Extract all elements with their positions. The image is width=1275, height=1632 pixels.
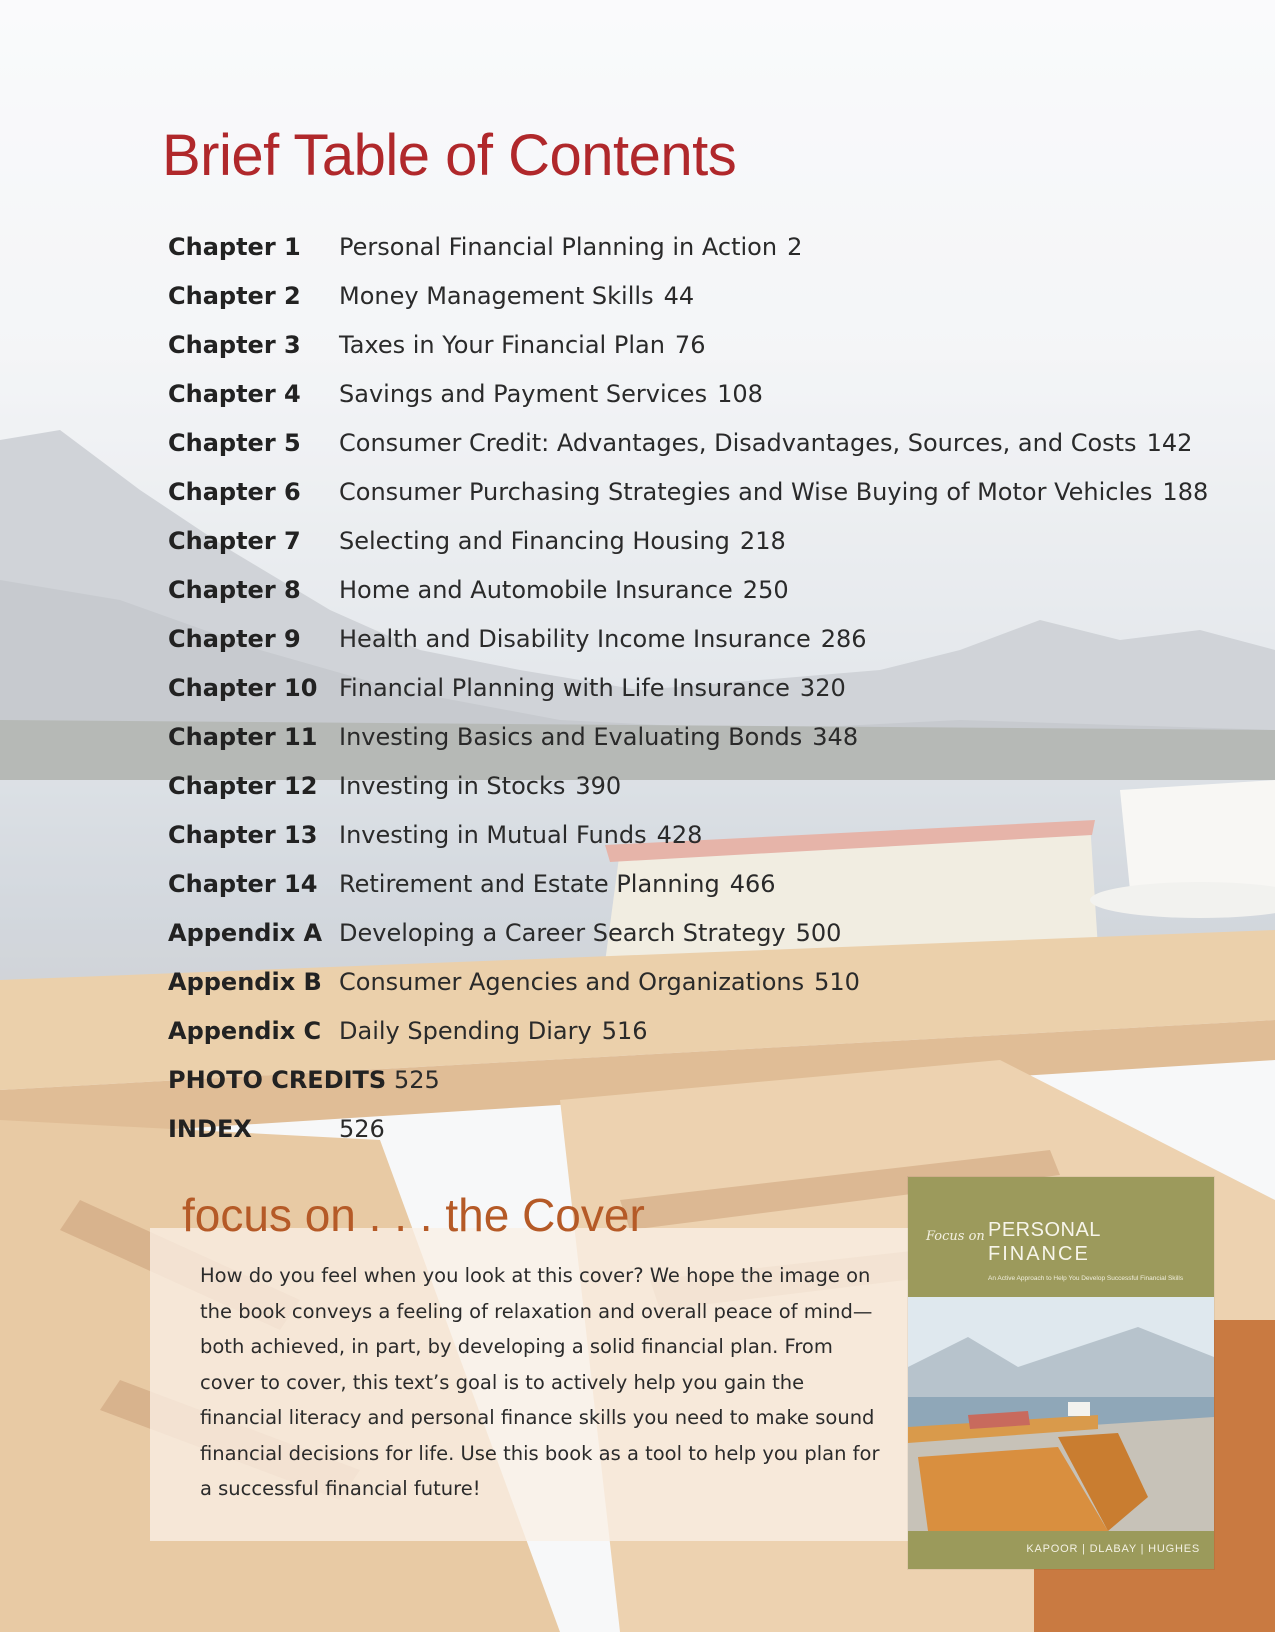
toc-label: Chapter 5 [168, 429, 301, 457]
toc-entry [339, 429, 1192, 457]
toc-page-number: 428 [656, 821, 703, 849]
toc-entry [339, 772, 621, 800]
toc-row [168, 274, 1268, 323]
cover-photo [908, 1297, 1214, 1531]
toc-label: Chapter 3 [168, 331, 301, 359]
toc-page-number: 526 [339, 1115, 385, 1143]
toc-page-number: 108 [717, 380, 763, 408]
toc-row [168, 1058, 1268, 1107]
toc-label: Appendix A [168, 919, 323, 947]
toc-title-text: Selecting and Financing Housing [339, 527, 730, 555]
toc-row [168, 470, 1268, 519]
toc-row [168, 960, 1268, 1009]
toc-row [168, 715, 1268, 764]
toc-title-text: Financial Planning with Life Insurance [339, 674, 790, 702]
toc-row [168, 617, 1268, 666]
toc-page-number: 44 [663, 282, 695, 310]
cover-focus-on: Focus on [926, 1229, 985, 1244]
toc-page-number: 76 [674, 331, 706, 359]
toc-label: Chapter 13 [168, 821, 318, 849]
toc-entry [339, 919, 841, 947]
toc-page-number: 348 [812, 723, 859, 751]
toc-label: Chapter 10 [168, 674, 318, 702]
toc-label: Appendix B [168, 968, 322, 996]
cover-authors: KAPOOR | DLABAY | HUGHES [1026, 1543, 1200, 1555]
cover-subtitle: An Active Approach to Help You Develop Successful Financial Skills [988, 1275, 1184, 1282]
toc-title-text: Daily Spending Diary [339, 1017, 592, 1045]
toc-row [168, 519, 1268, 568]
toc-title-text: Investing in Stocks [339, 772, 566, 800]
toc-label: Chapter 6 [168, 478, 301, 506]
toc-title-text: Taxes in Your Financial Plan [339, 331, 665, 359]
toc-entry [339, 576, 789, 604]
toc-label: Chapter 1 [168, 233, 301, 261]
toc-row [168, 862, 1268, 911]
toc-entry [339, 1017, 648, 1045]
toc-title-text: Savings and Payment Services [339, 380, 708, 408]
toc-title-text: Retirement and Estate Planning [339, 870, 720, 898]
toc-entry [339, 723, 858, 751]
toc-title-text: Home and Automobile Insurance [339, 576, 733, 604]
toc-page-number: 142 [1146, 429, 1193, 457]
toc-row [168, 323, 1268, 372]
toc-row [168, 1009, 1268, 1058]
toc-entry [339, 625, 867, 653]
toc-label: INDEX [168, 1115, 252, 1143]
toc-entry [339, 1115, 385, 1143]
toc-title-text: Money Management Skills [339, 282, 654, 310]
cover-header [908, 1177, 1214, 1297]
toc-label: Chapter 14 [168, 870, 318, 898]
cover-title-finance: FINANCE [988, 1243, 1090, 1265]
toc-page-number: 525 [394, 1066, 440, 1094]
toc-page-number: 2 [787, 233, 803, 261]
toc-page-number: 320 [799, 674, 846, 702]
toc-entry [339, 380, 763, 408]
toc-page-number: 286 [820, 625, 867, 653]
toc-row [168, 1107, 1268, 1156]
toc-label: Chapter 2 [168, 282, 301, 310]
toc-page-number: 390 [575, 772, 622, 800]
toc-title-text: Consumer Purchasing Strategies and Wise Buying of Motor Vehicles [339, 478, 1153, 506]
toc-title-text: Consumer Agencies and Organizations [339, 968, 805, 996]
toc-page-number: 218 [739, 527, 786, 555]
toc-label: Chapter 12 [168, 772, 318, 800]
book-cover-image [908, 1177, 1214, 1569]
toc-label: Chapter 11 [168, 723, 318, 751]
toc-label: Chapter 9 [168, 625, 301, 653]
toc-title-text: Personal Financial Planning in Action [339, 233, 778, 261]
toc-entry [339, 674, 846, 702]
toc-page-number: 466 [729, 870, 776, 898]
toc-row [168, 372, 1268, 421]
toc-entry [339, 870, 776, 898]
toc-entry [339, 527, 786, 555]
toc-entry [339, 233, 802, 261]
toc-label: PHOTO CREDITS [168, 1066, 387, 1094]
toc-row [168, 911, 1268, 960]
toc-page-number: 250 [742, 576, 789, 604]
cover-title-personal: PERSONAL [988, 1219, 1101, 1241]
toc-row [168, 568, 1268, 617]
toc-title-text: Consumer Credit: Advantages, Disadvantages, Sources, and Costs [339, 429, 1137, 457]
toc-page-number: 188 [1162, 478, 1209, 506]
toc-page-number: 500 [795, 919, 842, 947]
toc-title-text: Developing a Career Search Strategy [339, 919, 786, 947]
toc-row [168, 421, 1268, 470]
focus-body: How do you feel when you look at this cover? We hope the image on the book conveys a feeling of relaxation and overall peace of mind—both achieved, in part, by developing a solid financial plan. From cover to cover, this text’s goal is to actively help you gain the financial literacy and personal finance skills you need to make sound financial decisions for life. Use this book as a tool to help you plan for a successful financial future! [200, 1264, 880, 1500]
toc-row [168, 764, 1268, 813]
toc-page-number: 510 [814, 968, 860, 996]
toc-list [168, 225, 1268, 1156]
toc-title-text: Health and Disability Income Insurance [339, 625, 811, 653]
toc-label: Chapter 8 [168, 576, 301, 604]
toc-title-text: Investing Basics and Evaluating Bonds [339, 723, 803, 751]
toc-row [168, 666, 1268, 715]
toc-entry [339, 478, 1208, 506]
toc-row [168, 813, 1268, 862]
toc-label: Appendix C [168, 1017, 322, 1045]
toc-entry [339, 821, 702, 849]
toc-entry [339, 331, 705, 359]
toc-page-number: 516 [601, 1017, 648, 1045]
toc-entry [339, 282, 694, 310]
toc-entry [339, 968, 860, 996]
toc-title-text: Investing in Mutual Funds [339, 821, 647, 849]
toc-label: Chapter 7 [168, 527, 301, 555]
focus-title: focus on . . . the Cover [182, 1189, 645, 1241]
toc-row [168, 225, 1268, 274]
page-title: Brief Table of Contents [162, 123, 737, 188]
toc-entry [394, 1066, 440, 1094]
toc-label: Chapter 4 [168, 380, 301, 408]
